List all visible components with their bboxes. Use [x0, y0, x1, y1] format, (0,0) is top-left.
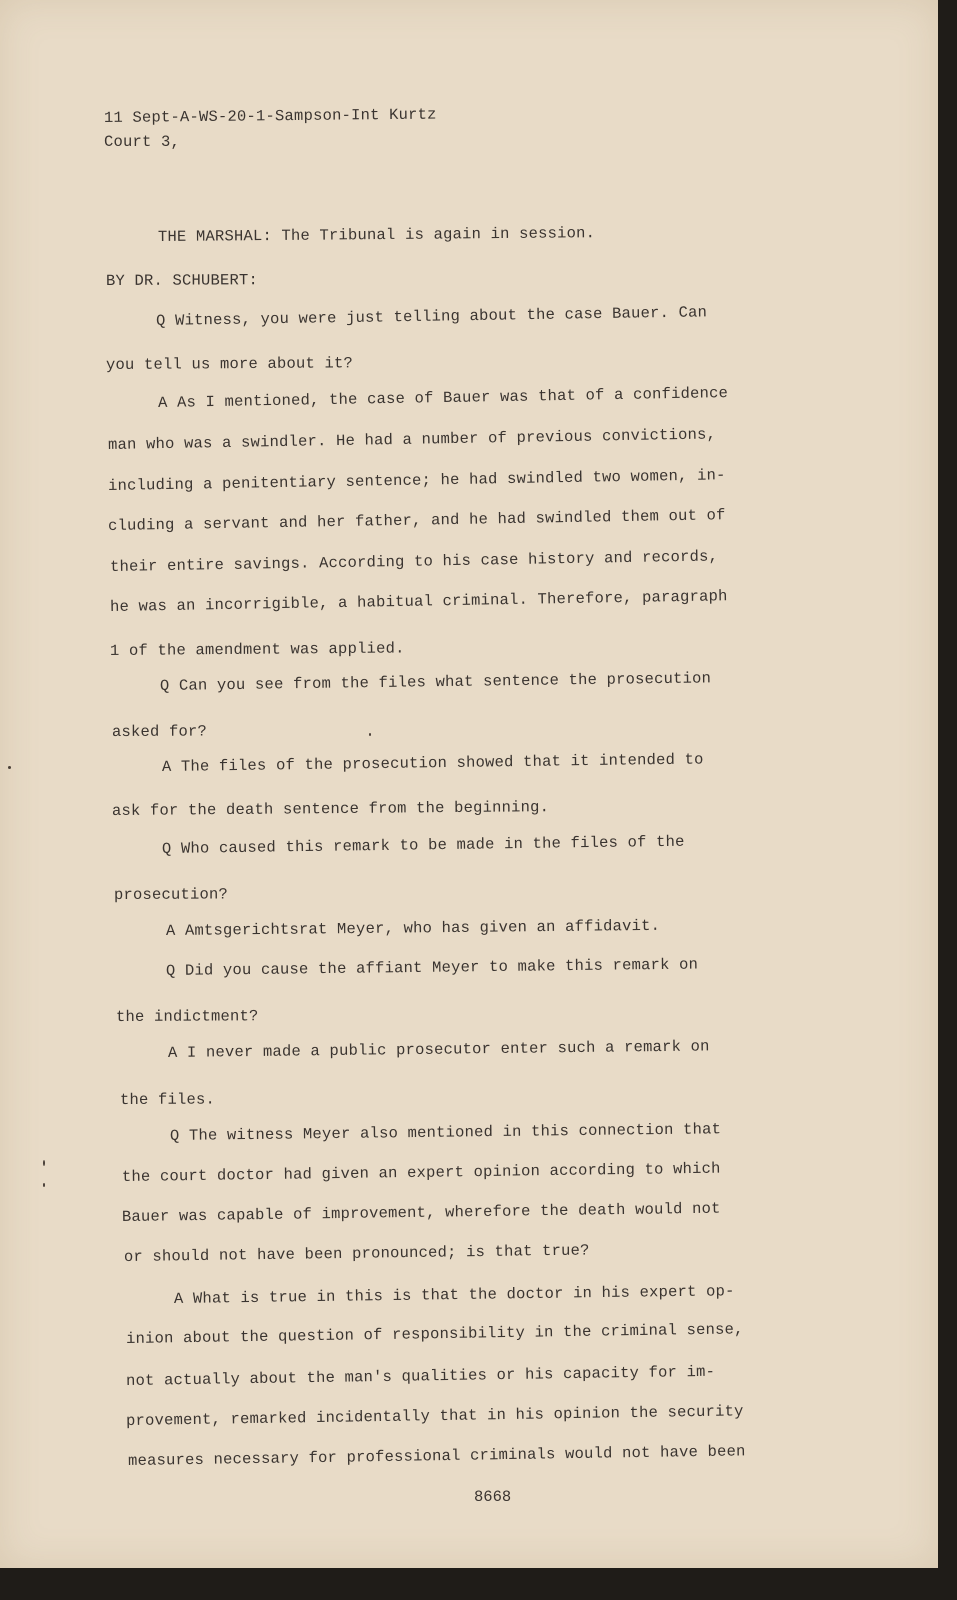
transcript-line: man who was a swindler. He had a number of previous convictions, [107, 425, 717, 454]
transcript-line: or should not have been pronounced; is that true? [123, 1241, 590, 1266]
header-court-line: Court 3, [104, 133, 181, 151]
transcript-line: Q Did you cause the affiant Meyer to make this remark on [165, 955, 699, 980]
transcript-line: Q Can you see from the files what sentence the prosecution [159, 669, 712, 695]
transcript-line: Q Who caused this remark to be made in the files of the [161, 832, 685, 858]
transcript-line: A Amtsgerichtsrat Meyer, who has given an affidavit. [165, 916, 661, 940]
transcript-line: Q The witness Meyer also mentioned in this connection that [169, 1120, 722, 1145]
transcript-line: ask for the death sentence from the beginning. [111, 798, 550, 820]
transcript-line: Q Witness, you were just telling about the case Bauer. Can [155, 303, 708, 330]
transcript-line: asked for? [111, 722, 208, 741]
transcript-line: A As I mentioned, the case of Bauer was that of a confidence [157, 384, 729, 412]
transcript-line: the indictment? [115, 1007, 259, 1026]
paper-speck [43, 1183, 45, 1187]
transcript-line: Bauer was capable of improvement, wherefore the death would not [121, 1199, 721, 1226]
transcript-line: A What is true in this is that the doctor in his expert op- [173, 1282, 735, 1308]
transcript-line: the files. [119, 1090, 216, 1109]
transcript-line: inion about the question of responsibility in the criminal sense, [125, 1320, 744, 1348]
transcript-line: A I never made a public prosecutor enter such a remark on [167, 1037, 710, 1062]
transcript-line: he was an incorrigible, a habitual criminal. Therefore, paragraph [109, 587, 728, 616]
transcript-line: 1 of the amendment was applied. [109, 639, 405, 660]
transcript-line: including a penitentiary sentence; he had swindled two women, in- [107, 466, 726, 495]
transcript-line: not actually about the man's qualities or his capacity for im- [125, 1362, 716, 1390]
transcript-line: the court doctor had given an expert opinion according to which [121, 1159, 721, 1186]
transcript-line: you tell us more about it? [105, 354, 354, 374]
transcript-line: A The files of the prosecution showed that it intended to [161, 750, 704, 776]
paper-speck [8, 766, 11, 769]
transcript-line: cluding a servant and her father, and he had swindled them out of [107, 506, 726, 535]
transcript-line: measures necessary for professional criminals would not have been [127, 1442, 746, 1470]
transcript-line: provement, remarked incidentally that in his opinion the security [125, 1402, 744, 1430]
scan-border-bottom [0, 1568, 957, 1600]
transcript-line: THE MARSHAL: The Tribunal is again in session. [157, 224, 596, 246]
scan-border-right [938, 0, 957, 1600]
page-number: 8668 [474, 1488, 512, 1506]
paper-speck [369, 733, 371, 736]
transcript-line: BY DR. SCHUBERT: [105, 271, 259, 290]
transcript-line: prosecution? [113, 885, 229, 904]
transcript-line: their entire savings. According to his case history and records, [109, 547, 719, 576]
paper-speck [43, 1160, 45, 1166]
header-docket-line: 11 Sept-A-WS-20-1-Sampson-Int Kurtz [103, 105, 437, 127]
